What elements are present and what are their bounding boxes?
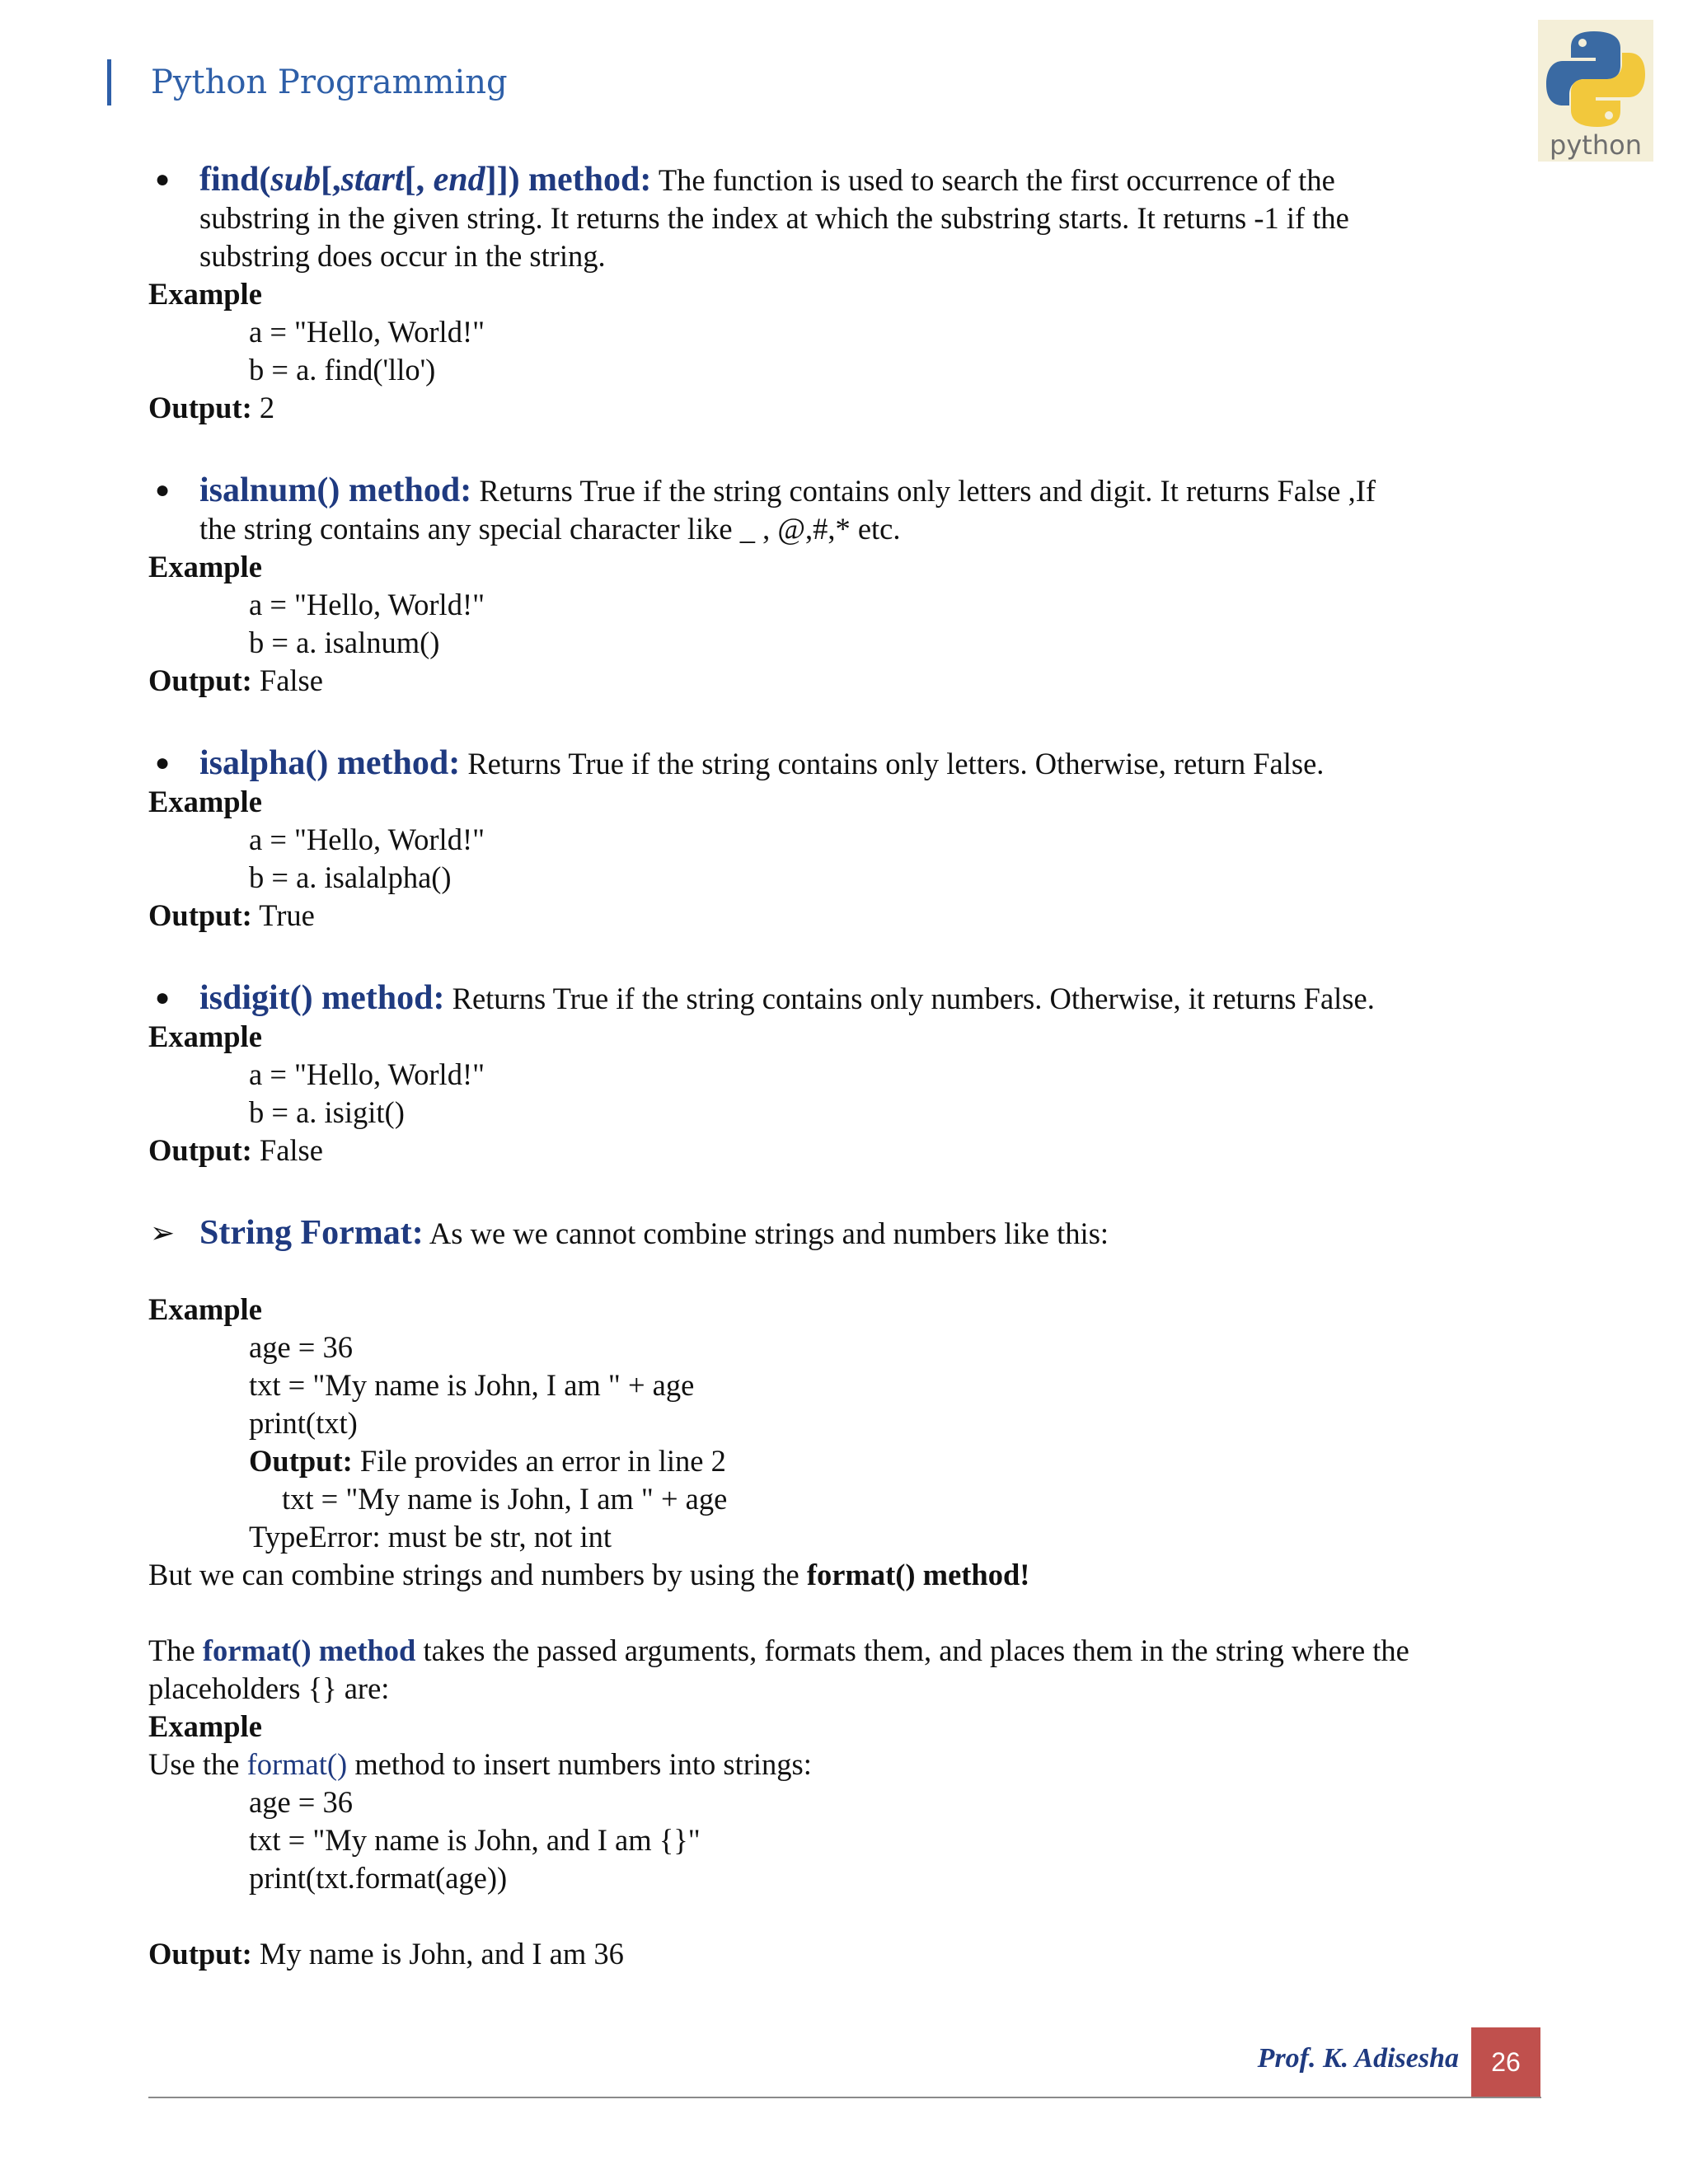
find-description: The function is used to search the first occurrence of the — [658, 163, 1335, 197]
code-line: b = a. isalnum() — [249, 626, 440, 659]
isalnum-method-heading: isalnum() method: — [199, 471, 472, 509]
code-line: b = a. isigit() — [249, 1095, 405, 1129]
output-line: Output: File provides an error in line 2 — [249, 1444, 726, 1478]
find-description-line-3: substring does occur in the string. — [199, 239, 606, 273]
string-format-heading: String Format: — [199, 1214, 424, 1252]
find-description-line-2: substring in the given string. It returns the index at which the substring starts. It returns -1 if the — [199, 201, 1349, 235]
code-line: txt = "My name is John, I am " + age — [249, 1368, 695, 1402]
footer-author: Prof. K. Adisesha — [1257, 2043, 1459, 2074]
code-line: a = "Hello, World!" — [249, 1057, 485, 1091]
format-term: format() — [246, 1747, 348, 1781]
page-number: 26 — [1471, 2027, 1540, 2097]
bullet-icon: ● — [155, 984, 171, 1011]
error-code-line: txt = "My name is John, I am " + age — [282, 1482, 728, 1516]
isalpha-method-heading: isalpha() method: — [199, 744, 461, 782]
combine-sentence: But we can combine strings and numbers by using the format() method! — [148, 1558, 1030, 1591]
code-line: b = a. find('llo') — [249, 353, 436, 387]
output-line: Output: True — [148, 898, 315, 932]
output-line: Output: 2 — [148, 391, 275, 424]
footer-divider — [148, 2097, 1541, 2098]
example-label: Example — [148, 1019, 262, 1053]
example-label: Example — [148, 277, 262, 311]
code-line: print(txt) — [249, 1406, 358, 1440]
page-content — [148, 161, 1550, 1973]
example-label: Example — [148, 550, 262, 583]
python-logo-icon — [1538, 20, 1653, 162]
example-label: Example — [148, 785, 262, 818]
isalpha-method-item — [148, 744, 1550, 783]
error-message: TypeError: must be str, not int — [249, 1520, 612, 1554]
code-line: a = "Hello, World!" — [249, 315, 485, 349]
code-line: print(txt.format(age)) — [249, 1861, 508, 1895]
string-format-item — [148, 1214, 1550, 1253]
arrow-bullet-icon: ➢ — [150, 1216, 176, 1249]
code-line: a = "Hello, World!" — [249, 588, 485, 621]
find-method-item — [148, 161, 1550, 275]
page-header — [107, 59, 508, 105]
code-line: txt = "My name is John, and I am {}" — [249, 1823, 701, 1857]
output-line: Output: False — [148, 663, 323, 697]
code-line: age = 36 — [249, 1785, 353, 1819]
use-format-sentence: Use the format() method to insert numbers into strings: — [148, 1747, 812, 1781]
bullet-icon: ● — [155, 749, 171, 776]
isalnum-description: Returns True if the string contains only letters and digit. It returns False ,If — [479, 474, 1376, 508]
code-line: age = 36 — [249, 1330, 353, 1364]
isdigit-method-item — [148, 979, 1550, 1018]
bullet-icon: ● — [155, 476, 171, 504]
isalpha-description: Returns True if the string contains only letters. Otherwise, return False. — [467, 747, 1325, 780]
find-method-heading: find(sub[,start[, end]]) method: — [199, 161, 652, 199]
bullet-icon: ● — [155, 166, 171, 193]
isdigit-method-heading: isdigit() method: — [199, 979, 445, 1017]
isdigit-description: Returns True if the string contains only numbers. Otherwise, it returns False. — [452, 982, 1375, 1015]
code-line: a = "Hello, World!" — [249, 823, 485, 856]
string-format-description: As we we cannot combine strings and numbers like this: — [429, 1216, 1109, 1250]
code-line: b = a. isalalpha() — [249, 860, 452, 894]
format-method-term: format() method — [202, 1633, 416, 1667]
output-line: Output: False — [148, 1133, 323, 1167]
python-logo-text: python — [1550, 129, 1642, 161]
isalnum-method-item — [148, 471, 1550, 548]
header-title: Python Programming — [151, 63, 508, 101]
example-label: Example — [148, 1709, 262, 1743]
format-paragraph-line-2: placeholders {} are: — [148, 1671, 390, 1705]
format-paragraph: The format() method takes the passed arguments, formats them, and places them in the string where the — [148, 1633, 1409, 1667]
output-line: Output: My name is John, and I am 36 — [148, 1937, 624, 1971]
example-label: Example — [148, 1292, 262, 1326]
isalnum-description-line-2: the string contains any special character like _ , @,#,* etc. — [199, 512, 901, 546]
